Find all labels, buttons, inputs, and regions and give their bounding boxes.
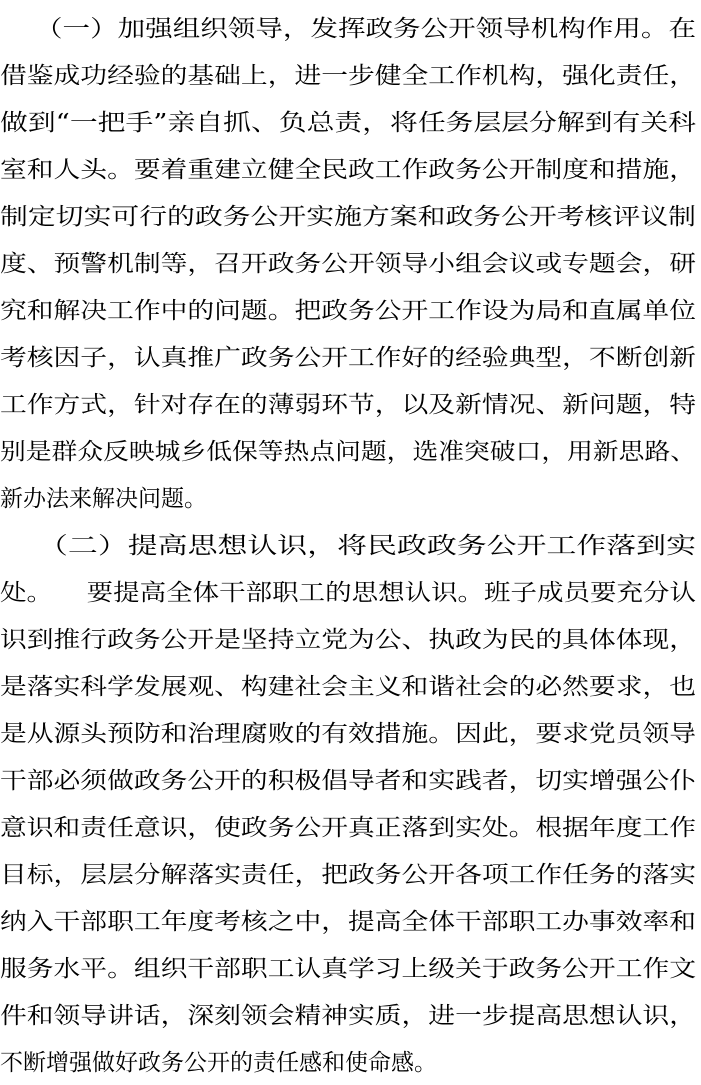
text-line [0,479,701,519]
text-line [0,1043,701,1083]
text-line [0,432,701,472]
text-line [0,573,701,613]
line-text: 制定切实可行的政务公开实施方案和政务公开考核评议制 [0,204,696,230]
line-text: 目标，层层分解落实责任，把政务公开各项工作任务的落实 [0,862,696,888]
line-text: 是落实科学发展观、构建社会主义和谐社会的必然要求，也 [0,674,696,700]
text-line [0,996,701,1036]
line-text: 别是群众反映城乡低保等热点问题，选准突破口，用新思路、 [0,439,696,465]
text-line [0,526,701,566]
text-line [0,56,701,96]
line-text: 件和领导讲话，深刻领会精神实质，进一步提高思想认识， [0,1003,696,1029]
text-line [0,714,701,754]
line-text: 干部必须做政务公开的积极倡导者和实践者，切实增强公仆 [0,768,696,794]
line-text: 工作方式，针对存在的薄弱环节，以及新情况、新问题，特 [0,392,696,418]
line-text: 意识和责任意识，使政务公开真正落到实处。根据年度工作 [0,815,696,841]
text-line [0,9,701,49]
line-text: 服务水平。组织干部职工认真学习上级关于政务公开工作文 [0,956,696,982]
line-text: 纳入干部职工年度考核之中，提高全体干部职工办事效率和 [0,909,696,935]
text-line [0,291,701,331]
line-text: 处。 要提高全体干部职工的思想认识。班子成员要充分认 [0,580,696,606]
text-line [0,150,701,190]
text-line [0,197,701,237]
line-text: （二）提高思想认识，将民政政务公开工作落到实 [0,533,696,559]
text-line [0,244,701,284]
line-text: 究和解决工作中的问题。把政务公开工作设为局和直属单位 [0,298,696,324]
line-text: （一）加强组织领导，发挥政务公开领导机构作用。在 [0,16,696,42]
text-line [0,620,701,660]
line-text: 室和人头。要着重建立健全民政工作政务公开制度和措施， [0,157,696,183]
line-text: 不断增强做好政务公开的责任感和使命感。 [0,1050,437,1076]
text-line [0,949,701,989]
text-line [0,855,701,895]
line-text: 做到“一把手”亲自抓、负总责，将任务层层分解到有关科 [0,110,696,136]
text-line [0,808,701,848]
text-line [0,338,701,378]
line-text: 借鉴成功经验的基础上，进一步健全工作机构，强化责任， [0,63,696,89]
line-text: 新办法来解决问题。 [0,486,207,512]
line-text: 是从源头预防和治理腐败的有效措施。因此，要求党员领导 [0,721,696,747]
text-line [0,667,701,707]
line-text: 度、预警机制等，召开政务公开领导小组会议或专题会，研 [0,251,696,277]
line-text: 识到推行政务公开是坚持立党为公、执政为民的具体体现， [0,627,696,653]
line-text: 考核因子，认真推广政务公开工作好的经验典型，不断创新 [0,345,696,371]
text-line [0,902,701,942]
text-line [0,761,701,801]
text-line [0,103,701,143]
text-line [0,385,701,425]
